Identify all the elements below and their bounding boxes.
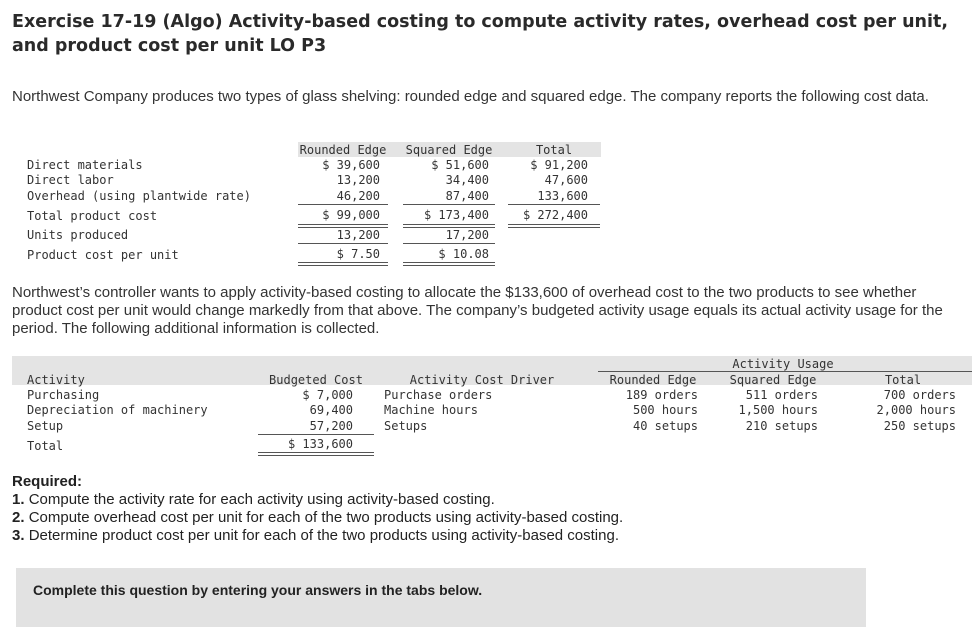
cost-cell: $ 10.08 xyxy=(438,247,489,261)
total-double-rule xyxy=(258,452,374,456)
required-item-number: 2. xyxy=(12,509,25,526)
subtotal-rule xyxy=(258,434,374,435)
cost-cell: $ 7.50 xyxy=(336,247,380,261)
cost-row-label: Direct labor xyxy=(27,173,114,187)
total-usage-cell: 250 setups xyxy=(883,419,956,433)
cost-cell: 87,400 xyxy=(445,189,489,203)
rounded-usage-cell: 189 orders xyxy=(625,388,698,402)
activity-name: Purchasing xyxy=(27,388,100,402)
budgeted-cost-cell: 57,200 xyxy=(309,419,353,433)
subtotal-rule xyxy=(403,243,495,244)
required-item-number: 1. xyxy=(12,491,25,508)
required-item-text: Determine product cost per unit for each of the two products using activity-based costing. xyxy=(28,527,619,544)
activity-name: Setup xyxy=(27,419,64,433)
activity-name: Depreciation of machinery xyxy=(27,403,208,417)
total-usage-cell: 2,000 hours xyxy=(876,403,956,417)
col-header-squared: Squared Edge xyxy=(405,143,493,157)
total-double-rule xyxy=(403,262,495,266)
col-header-activity: Activity xyxy=(27,373,85,387)
rounded-usage-cell: 40 setups xyxy=(632,419,698,433)
squared-usage-cell: 1,500 hours xyxy=(738,403,818,417)
required-heading: Required: xyxy=(12,473,83,490)
cost-row-label: Total product cost xyxy=(27,209,158,223)
squared-usage-cell: 210 setups xyxy=(745,419,818,433)
cost-cell: 13,200 xyxy=(336,228,380,242)
col-header-total: Total xyxy=(884,373,922,387)
activity-total-label: Total xyxy=(27,439,64,453)
required-section xyxy=(12,473,623,545)
cost-cell: 46,200 xyxy=(336,189,380,203)
required-item-number: 3. xyxy=(12,527,25,544)
group-header-rule xyxy=(598,371,972,372)
total-double-rule xyxy=(508,224,600,228)
subtotal-rule xyxy=(298,243,388,244)
exercise-title: Exercise 17-19 (Algo) Activity-based costing to compute activity rates, overhead cost per unit, and product cost per unit LO P3 xyxy=(12,12,949,56)
col-header-cost-driver: Activity Cost Driver xyxy=(409,373,555,387)
total-usage-cell: 700 orders xyxy=(883,388,956,402)
cost-row-label: Direct materials xyxy=(27,158,143,172)
cost-cell: 17,200 xyxy=(445,228,489,242)
cost-cell: $ 173,400 xyxy=(423,208,489,222)
required-item-text: Compute the activity rate for each activity using activity-based costing. xyxy=(28,491,495,508)
cost-row-label: Overhead (using plantwide rate) xyxy=(27,189,251,203)
activity-usage-group-header: Activity Usage xyxy=(732,357,834,371)
subtotal-rule xyxy=(403,204,495,205)
required-item xyxy=(12,491,623,509)
col-header-squared-edge: Squared Edge xyxy=(729,373,817,387)
cost-cell: $ 39,600 xyxy=(322,158,380,172)
required-item xyxy=(12,509,623,527)
cost-row-label: Product cost per unit xyxy=(27,248,179,262)
cost-row-label: Units produced xyxy=(27,228,129,242)
budgeted-cost-cell: $ 7,000 xyxy=(302,388,353,402)
budgeted-cost-cell: 69,400 xyxy=(309,403,353,417)
subtotal-rule xyxy=(298,204,388,205)
col-header-budgeted-cost: Budgeted Cost xyxy=(269,373,363,387)
cost-cell: $ 272,400 xyxy=(522,208,588,222)
complete-question-panel xyxy=(16,568,866,627)
required-item xyxy=(12,527,623,545)
cost-driver-cell: Purchase orders xyxy=(384,388,493,402)
intro-text: Northwest Company produces two types of glass shelving: rounded edge and squared edge. The company reports the following cost data. xyxy=(12,88,929,105)
cost-driver-cell: Machine hours xyxy=(384,403,478,417)
complete-question-prompt: Complete this question by entering your answers in the tabs below. xyxy=(33,582,483,598)
cost-cell: 47,600 xyxy=(544,173,588,187)
subtotal-rule xyxy=(508,204,600,205)
rounded-usage-cell: 500 hours xyxy=(632,403,698,417)
squared-usage-cell: 511 orders xyxy=(745,388,818,402)
cost-driver-cell: Setups xyxy=(384,419,428,433)
col-header-rounded: Rounded Edge xyxy=(299,143,387,157)
col-header-total: Total xyxy=(535,143,573,157)
cost-cell: 34,400 xyxy=(445,173,489,187)
total-double-rule xyxy=(298,262,388,266)
activity-total-value: $ 133,600 xyxy=(287,437,353,451)
cost-cell: 13,200 xyxy=(336,173,380,187)
cost-cell: $ 51,600 xyxy=(431,158,489,172)
cost-cell: $ 91,200 xyxy=(530,158,588,172)
cost-cell: 133,600 xyxy=(537,189,588,203)
col-header-rounded-edge: Rounded Edge xyxy=(609,373,697,387)
controller-text: Northwest’s controller wants to apply activity-based costing to allocate the $133,600 of overhead cost to the two products to see whether product cost per unit would change markedly from that above. The company’s budgeted activity usage equals its actual activity usage for the period. The following additional information is collected. xyxy=(12,284,943,337)
cost-cell: $ 99,000 xyxy=(322,208,380,222)
required-item-text: Compute overhead cost per unit for each of the two products using activity-based costing. xyxy=(28,509,624,526)
